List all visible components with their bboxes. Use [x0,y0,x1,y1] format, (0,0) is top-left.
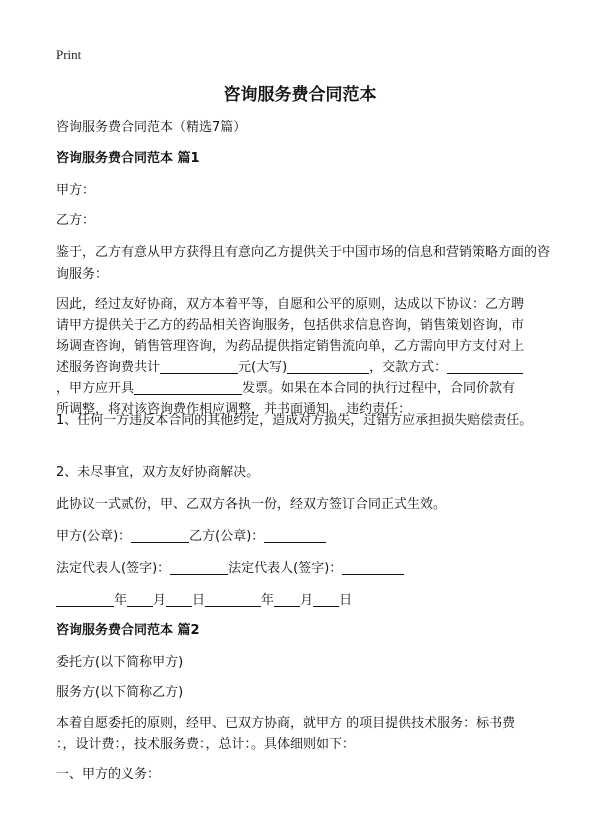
month-a-label: 月 [153,593,167,608]
year-b-blank [205,592,261,607]
fee-capital-blank [287,359,369,374]
year-b-label: 年 [261,593,275,608]
provider-line: 服务方(以下简称乙方) [56,685,184,700]
rep-a-label: 法定代表人(签字)： [56,561,171,576]
fee-amount-blank [160,359,238,374]
duties-heading: 一、甲方的义务： [56,767,161,782]
paragraph-agreement-1: 因此，经过友好协商，双方本着平等，自愿和公平的原则，达成以下协议：乙方聘 [56,297,525,312]
fee-capital-label: 元(大写) [238,360,288,375]
article2-paragraph-1: 本着自愿委托的原则，经甲、已双方协商，就甲方 的项目提供技术服务：标书费 [56,716,516,731]
month-b-label: 月 [300,593,314,608]
paragraph-agreement-3: 场调查咨询，销售管理咨询，为药品提供指定销售流向单，乙方需向甲方支付对上 [56,339,525,354]
day-a-label: 日 [192,593,206,608]
representative-line [56,558,552,580]
rep-b-blank [342,560,404,575]
day-b-label: 日 [339,593,353,608]
clause-2: 2、未尽事宜，双方友好协商解决。 [56,465,260,480]
seal-line [56,526,552,548]
page-title: 咨询服务费合同范本 [223,85,377,105]
month-a-blank [127,592,153,607]
year-a-blank [56,592,114,607]
payment-method-blank [447,359,523,374]
seal-b-blank [264,528,326,543]
payment-method-label: ，交款方式： [369,360,448,375]
invoice-tail: 发票。如果在本合同的执行过程中，合同价款有 [242,381,516,396]
party-b-line: 乙方： [56,213,96,228]
invoice-label: ，甲方应开具 [56,381,135,396]
rep-b-label: 法定代表人(签字)： [228,561,343,576]
paragraph-agreement-2: 请甲方提供关于乙方的药品相关咨询服务，包括供求信息咨询，销售策划咨询，市 [56,318,525,333]
month-b-blank [274,592,300,607]
paragraph-agreement-5 [56,378,552,400]
article2-paragraph-2: ：，设计费：，技术服务费：，总计：。具体细则如下： [56,737,356,752]
day-b-blank [313,592,339,607]
client-line: 委托方(以下简称甲方) [56,655,184,670]
fee-total-label: 述服务咨询费共计 [56,360,161,375]
seal-a-label: 甲方(公章)： [56,529,132,544]
paragraph-whereas: 鉴于，乙方有意从甲方获得且有意向乙方提供关于中国市场的信息和营销策略方面的咨询服务： [56,245,551,282]
article1-heading: 咨询服务费合同范本 篇1 [56,151,200,166]
day-a-blank [166,592,192,607]
party-a-line: 甲方： [56,183,96,198]
rep-a-blank [170,560,228,575]
copies-paragraph: 此协议一式贰份，甲、乙双方各执一份，经双方签订合同正式生效。 [56,497,447,512]
invoice-blank [134,380,242,395]
seal-b-label: 乙方(公章)： [189,529,265,544]
article2-heading: 咨询服务费合同范本 篇2 [56,623,200,638]
date-line [56,590,552,612]
paragraph-agreement-6: 所调整，将对该咨询费作相应调整，并书面通知。 违约责任： [56,402,412,417]
document-subtitle: 咨询服务费合同范本（精选7篇） [56,120,247,135]
clause-1: 1、任何一方违反本合同的其他约定，造成对方损失，过错方应承担损失赔偿责任。 [56,413,533,428]
year-a-label: 年 [114,593,128,608]
print-label: Print [56,47,82,62]
paragraph-agreement-4 [56,357,552,379]
seal-a-blank [131,528,189,543]
